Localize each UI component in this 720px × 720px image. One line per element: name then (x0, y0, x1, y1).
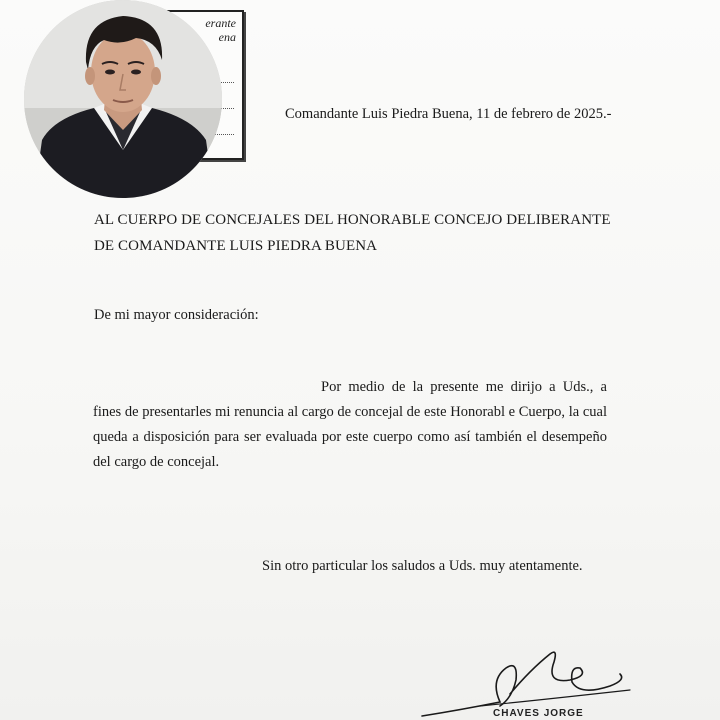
stamp-line-1: erante (205, 16, 236, 30)
signer-name: CHAVES JORGE (493, 708, 584, 719)
body-line-1: Por medio de la presente me dirijo a Uds., a (321, 379, 607, 395)
body-line-2: fines de presentarles mi renuncia al cargo de concejal de este Honorabl e Cuerpo, la cual (93, 404, 607, 420)
addressee-line-2: DE COMANDANTE LUIS PIEDRA BUENA (94, 238, 378, 254)
body-line-4: del cargo de concejal. (93, 454, 220, 470)
portrait-avatar (24, 0, 222, 198)
closing-line: Sin otro particular los saludos a Uds. muy atentamente. (262, 558, 583, 574)
greeting: De mi mayor consideración: (94, 307, 259, 323)
portrait-image (24, 0, 222, 198)
body-line-3: queda a disposición para ser evaluada por este cuerpo como así también el desempeño (93, 429, 607, 445)
addressee-line-1: AL CUERPO DE CONCEJALES DEL HONORABLE CONCEJO DELIBERANTE (94, 212, 611, 228)
stamp-text (205, 16, 236, 44)
place-date: Comandante Luis Piedra Buena, 11 de febrero de 2025.- (285, 106, 612, 122)
stamp-line-2: ena (218, 30, 236, 44)
